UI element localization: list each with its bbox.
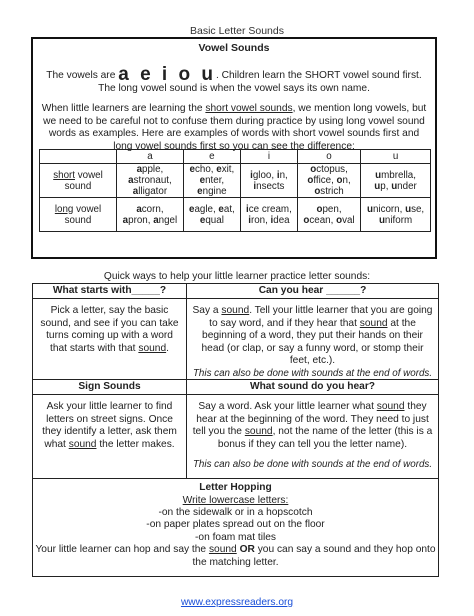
letter-hopping-body	[33, 495, 438, 569]
can-you-hear-cell	[187, 284, 438, 379]
table-header-cell: u	[361, 150, 431, 164]
practice-row	[33, 284, 438, 380]
table-header-cell: i	[240, 150, 297, 164]
word-line: office, on,	[307, 175, 351, 186]
can-you-hear-body	[187, 299, 438, 385]
row-label	[40, 198, 117, 232]
can-you-hear-heading: Can you hear ______?	[187, 284, 438, 299]
vowel-para-before: When little learners are learning the	[41, 103, 203, 114]
table-header-cell	[40, 150, 117, 164]
word-line: umbrella,	[375, 169, 416, 181]
word-line: astronaut,	[128, 175, 172, 186]
can-you-hear-text: . Tell your little learner that you are going to say word, and if they hear that	[209, 305, 433, 329]
table-cell	[117, 198, 184, 232]
hopping-line: -on the sidewalk or in a hopscotch	[158, 507, 313, 518]
practice-title: Quick ways to help your little learner practice letter sounds:	[103, 271, 371, 282]
sign-sounds-body	[33, 395, 186, 455]
vowel-letters: a e i o u	[118, 64, 216, 85]
vowel-paragraph	[39, 103, 429, 153]
word-line: apple,	[136, 164, 164, 175]
hopping-final-text: Your little learner can hop and say the	[35, 544, 207, 556]
starts-with-end: .	[166, 342, 169, 354]
vowel-para-after: , we mention long vowels, but we need to be careful not to confuse them during practice by using long vowel sound words as examples. Here are examples of words with short vowel sounds first and long vowel sounds first so you can see the difference:	[43, 103, 427, 152]
practice-row	[33, 380, 438, 479]
hopping-final	[33, 544, 438, 569]
word-line: equal	[199, 214, 224, 226]
sign-sounds-end: the letter makes.	[99, 438, 175, 450]
short-vowel-sounds-text: short vowel sounds	[205, 103, 293, 114]
starts-with-cell	[33, 284, 187, 379]
word-line: octopus,	[310, 164, 348, 175]
word-line: uniform	[378, 214, 413, 226]
what-sound-text: Say a word. Ask your little learner what	[198, 401, 374, 412]
vowel-intro-before: The vowels are	[46, 70, 116, 81]
word-line: unicorn, use,	[366, 203, 425, 215]
row-label-keyword: short	[53, 169, 75, 181]
row-label-rest: vowel sound	[64, 169, 103, 192]
table-row	[40, 164, 431, 198]
can-you-hear-text: Say a	[192, 305, 219, 316]
can-you-hear-text: at the beginning of a word, they put their hands on their head (or clap, or say a funny word, or stomp their feet, etc.).	[201, 317, 424, 367]
sound-word: sound	[359, 317, 388, 329]
footer-link[interactable]: www.expressreaders.org	[180, 597, 294, 608]
row-label-keyword: long	[54, 203, 74, 215]
table-cell	[240, 198, 297, 232]
table-cell	[361, 164, 431, 198]
table-header-cell: o	[297, 150, 360, 164]
sound-word: sound	[138, 342, 167, 354]
word-line: alligator	[132, 186, 168, 197]
sound-word: sound	[208, 544, 237, 556]
word-line: insects	[253, 180, 285, 192]
practice-grid	[32, 283, 439, 577]
table-header-row	[40, 150, 431, 164]
can-you-hear-note: This can also be done with sounds at the end of words.	[192, 367, 433, 379]
word-line: eagle, eat,	[189, 203, 235, 215]
hopping-line: -on paper plates spread out on the floor	[146, 519, 325, 531]
word-line: acorn,	[136, 203, 164, 215]
sound-word: sound	[244, 426, 273, 438]
or-word: OR	[239, 544, 255, 556]
hopping-final-text: you can say a sound and they hop onto the matching letter.	[192, 544, 436, 568]
sign-sounds-heading: Sign Sounds	[33, 380, 186, 395]
row-label-rest: vowel sound	[64, 203, 102, 226]
what-sound-body	[187, 395, 438, 476]
starts-with-body	[33, 299, 186, 359]
table-header-cell: a	[117, 150, 184, 164]
what-sound-text: , not the name of the letter (this is a bonus if they can tell you the letter name).	[217, 426, 433, 450]
word-line: ocean, oval	[303, 214, 355, 226]
letter-hopping-cell	[33, 479, 438, 576]
table-cell	[297, 164, 360, 198]
vowel-sounds-box	[31, 37, 437, 259]
letter-hopping-subheading: Write lowercase letters:	[182, 494, 289, 506]
word-line: engine	[197, 186, 227, 197]
word-line: enter,	[199, 175, 225, 186]
sound-word: sound	[376, 401, 405, 412]
word-line: igloo, in,	[250, 169, 288, 181]
sign-sounds-cell	[33, 380, 187, 478]
sound-word: sound	[221, 305, 250, 316]
table-cell	[183, 198, 240, 232]
word-line: apron, angel	[122, 214, 178, 226]
what-sound-cell	[187, 380, 438, 478]
word-line: ostrich	[314, 186, 344, 197]
vowel-sounds-heading: Vowel Sounds	[198, 42, 270, 54]
word-line: ice cream,	[246, 203, 292, 215]
what-sound-text: they hear at the beginning of the word. They need to just tell you the	[192, 401, 429, 438]
table-cell	[297, 198, 360, 232]
page-title: Basic Letter Sounds	[190, 25, 284, 37]
table-header-cell: e	[183, 150, 240, 164]
starts-with-text: Pick a letter, say the basic sound, and see if you can take turns coming up with a word that starts with that	[40, 305, 179, 354]
sound-word: sound	[68, 438, 97, 450]
letter-hopping-heading: Letter Hopping	[199, 482, 272, 493]
word-line: open,	[316, 203, 342, 215]
table-cell	[361, 198, 431, 232]
table-cell	[183, 164, 240, 198]
table-row	[40, 198, 431, 232]
vowel-intro	[39, 64, 429, 95]
vowel-intro-after: . Children learn the SHORT vowel sound first. The long vowel sound is when the vowel says its own name.	[98, 70, 422, 94]
word-line: iron, idea	[248, 214, 290, 226]
row-label	[40, 164, 117, 198]
word-line: up, under	[374, 180, 417, 192]
starts-with-heading: What starts with_____?	[33, 284, 186, 299]
practice-row	[33, 479, 438, 576]
word-line: echo, exit,	[189, 164, 235, 175]
sign-sounds-text: Ask your little learner to find letters on street signs. Once they identify a letter, ask them what	[42, 401, 177, 450]
vowel-examples-table	[39, 149, 431, 232]
table-cell	[240, 164, 297, 198]
hopping-line: -on foam mat tiles	[195, 531, 276, 543]
what-sound-heading: What sound do you hear?	[187, 380, 438, 395]
table-cell	[117, 164, 184, 198]
what-sound-note: This can also be done with sounds at the end of words.	[192, 459, 433, 471]
